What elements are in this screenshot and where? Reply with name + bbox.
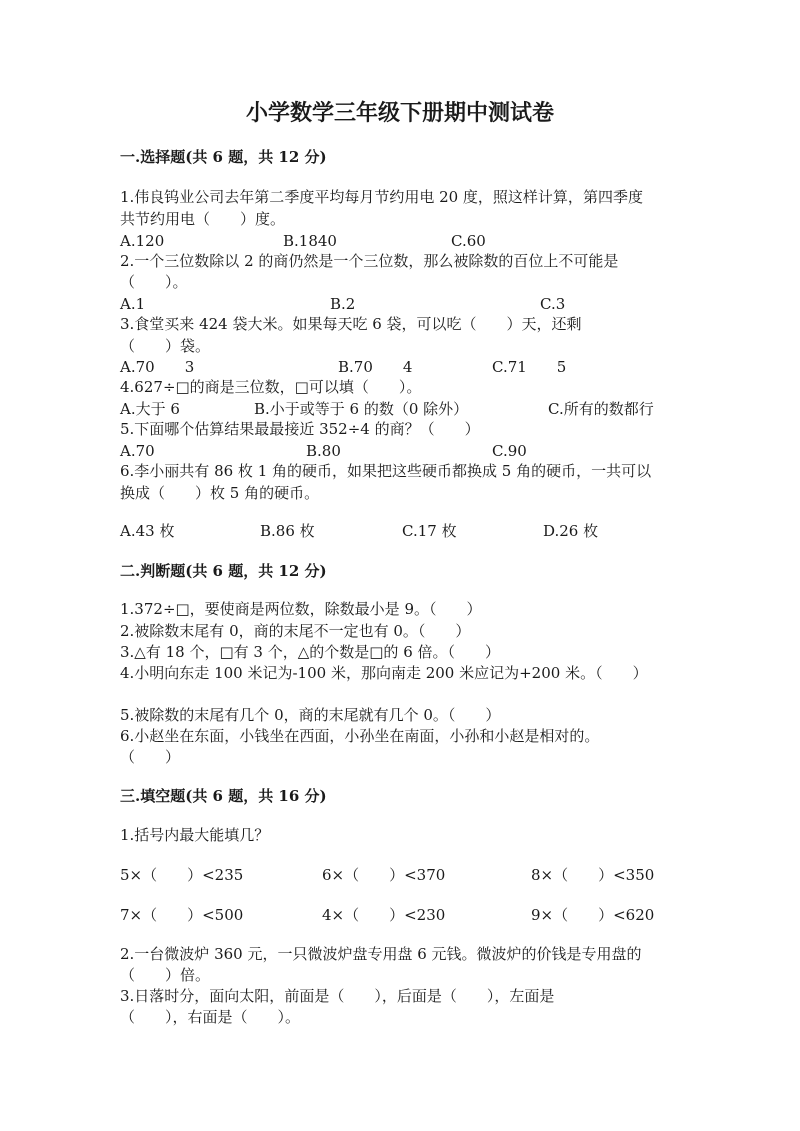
s3-q1-item: 4×（ ）<230 [322,906,446,924]
s1-q5-line1: 5.下面哪个估算结果最最接近 352÷4 的商？（ ） [120,420,480,438]
s3-q1-item: 5×（ ）<235 [120,866,244,884]
s1-q6-option-d: D.26 枚 [543,522,599,540]
s2-q1: 1.372÷□，要使商是两位数，除数最小是 9。（ ） [120,600,482,618]
s1-q2-line1: 2.一个三位数除以 2 的商仍然是一个三位数，那么被除数的百位上不可能是 [120,252,619,270]
s1-q5-option-a: A.70 [120,442,155,460]
s1-q3-line1: 3.食堂买来 424 袋大米。如果每天吃 6 袋，可以吃（ ）天，还剩 [120,315,582,333]
s1-q6-option-b: B.86 枚 [260,522,315,540]
s3-q3-line2: （ ），右面是（ ）。 [120,1008,301,1026]
s1-q6-line2: 换成（ ）枚 5 角的硬币。 [120,484,320,502]
s1-q3-option-c: C.71 5 [492,358,567,376]
s1-q5-option-b: B.80 [306,442,341,460]
s1-q1-option-a: A.120 [120,232,165,250]
s3-q1-item: 8×（ ）<350 [531,866,655,884]
s1-q3-option-a: A.70 3 [120,358,195,376]
s3-q1-item: 6×（ ）<370 [322,866,446,884]
s1-q4-line1: 4.627÷□的商是三位数，□可以填（ ）。 [120,378,422,396]
s1-q2-option-c: C.3 [540,295,566,313]
s3-q1-item: 9×（ ）<620 [531,906,655,924]
s2-q6-line1: 6.小赵坐在东面，小钱坐在西面，小孙坐在南面，小孙和小赵是相对的。 [120,727,600,745]
s1-q1-option-c: C.60 [451,232,486,250]
s1-q5-option-c: C.90 [492,442,527,460]
s1-q4-option-b: B.小于或等于 6 的数（0 除外） [254,400,469,418]
section-2-heading: 二.判断题(共 6 题，共 12 分) [120,562,327,580]
s2-q6-line2: （ ） [120,748,181,766]
s1-q1-line1: 1.伟良钨业公司去年第二季度平均每月节约用电 20 度，照这样计算，第四季度 [120,188,643,206]
s1-q2-option-b: B.2 [330,295,356,313]
s2-q4: 4.小明向东走 100 米记为-100 米，那向南走 200 米应记为+200 米。（ ） [120,664,648,682]
s3-q1-prompt: 1.括号内最大能填几？ [120,826,270,844]
s1-q3-line2: （ ）袋。 [120,337,211,355]
s1-q6-option-c: C.17 枚 [402,522,457,540]
s1-q6-option-a: A.43 枚 [120,522,175,540]
s3-q2-line1: 2.一台微波炉 360 元，一只微波炉盘专用盘 6 元钱。微波炉的价钱是专用盘的 [120,945,642,963]
s1-q1-option-b: B.1840 [283,232,337,250]
s2-q2: 2.被除数末尾有 0，商的末尾不一定也有 0。（ ） [120,622,471,640]
s1-q6-line1: 6.李小丽共有 86 枚 1 角的硬币，如果把这些硬币都换成 5 角的硬币，一共可以 [120,462,652,480]
s1-q2-line2: （ ）。 [120,273,188,291]
s1-q3-option-b: B.70 4 [338,358,413,376]
s1-q1-line2: 共节约用电（ ）度。 [120,210,286,228]
s2-q3: 3.△有 18 个，□有 3 个，△的个数是□的 6 倍。（ ） [120,643,501,661]
page-title: 小学数学三年级下册期中测试卷 [245,100,554,126]
section-1-heading: 一.选择题(共 6 题，共 12 分) [120,148,327,166]
s1-q4-option-c: C.所有的数都行 [548,400,654,418]
s3-q3-line1: 3.日落时分，面向太阳，前面是（ ），后面是（ ），左面是 [120,987,555,1005]
s1-q2-option-a: A.1 [120,295,146,313]
s3-q1-item: 7×（ ）<500 [120,906,244,924]
section-3-heading: 三.填空题(共 6 题，共 16 分) [120,787,327,805]
s3-q2-line2: （ ）倍。 [120,966,211,984]
s2-q5: 5.被除数的末尾有几个 0，商的末尾就有几个 0。（ ） [120,706,501,724]
s1-q4-option-a: A.大于 6 [120,400,180,418]
